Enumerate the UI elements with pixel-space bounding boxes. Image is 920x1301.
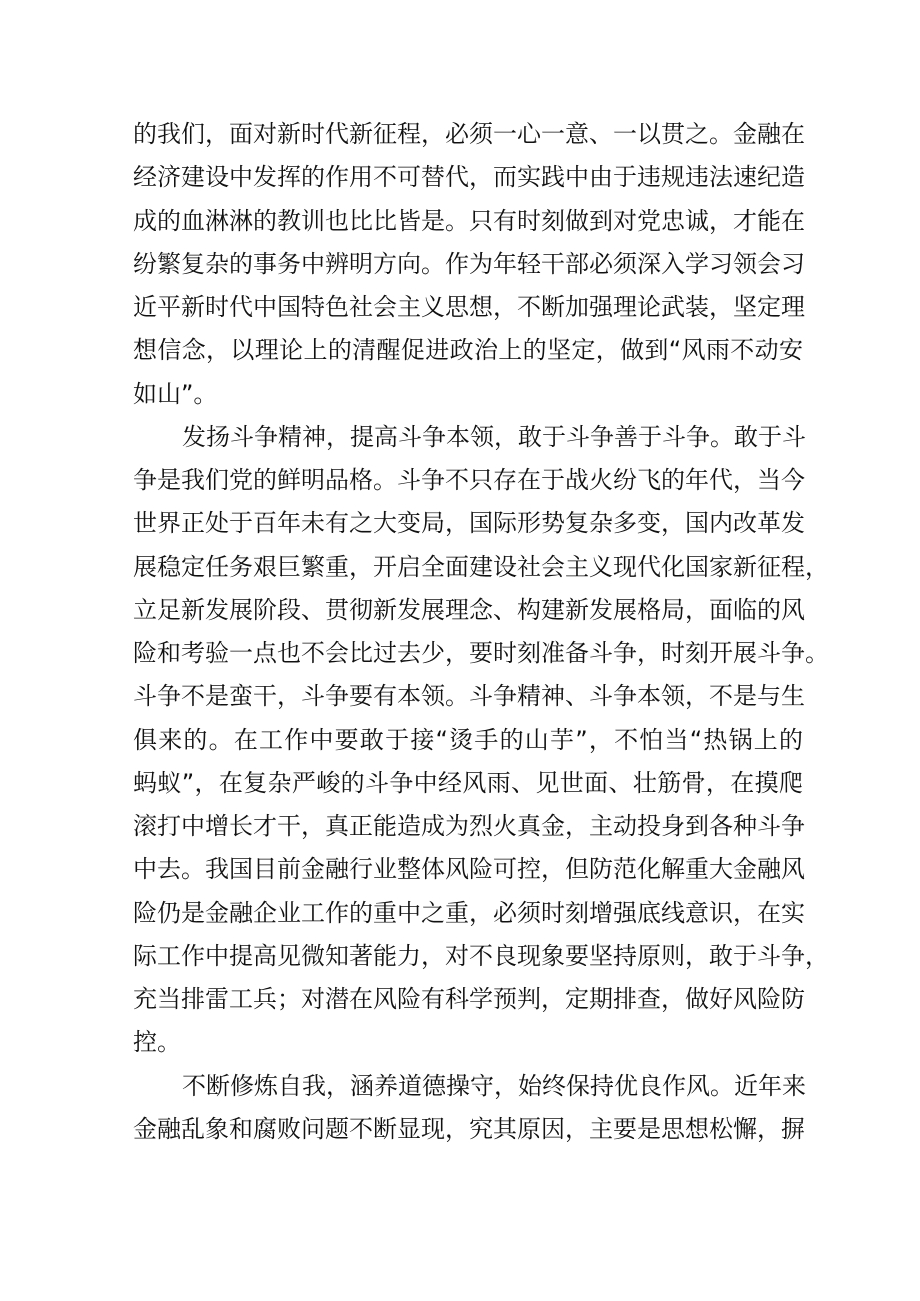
text-line: 经济建设中发挥的作用不可替代，而实践中由于违规违法速纪造 — [133, 163, 805, 192]
text-line: 蚂蚁”，在复杂严峻的斗争中经风雨、见世面、壮筋骨，在摸爬 — [133, 768, 803, 797]
text-line: 想信念，以理论上的清醒促进政治上的坚定，做到“风雨不动安 — [133, 336, 803, 365]
text-line: 展稳定任务艰巨繁重，开启全面建设社会主义现代化国家新征程， — [133, 552, 829, 581]
text-line: 近平新时代中国特色社会主义思想，不断加强理论武装，坚定理 — [133, 293, 805, 321]
text-line: 险和考验一点也不会比过去少，要时刻准备斗争，时刻开展斗争。 — [133, 639, 829, 667]
text-line: 世界正处于百年未有之大变局，国际形势复杂多变，国内改革发 — [133, 509, 805, 538]
text-line: 中去。我国目前金融行业整体风险可控，但防范化解重大金融风 — [133, 855, 805, 884]
text-line: 斗争不是蛮干，斗争要有本领。斗争精神、斗争本领，不是与生 — [133, 682, 805, 711]
text-line: 控。 — [133, 1028, 181, 1057]
paragraph-first-line: 发扬斗争精神，提高斗争本领，敢于斗争善于斗争。敢于斗 — [182, 422, 806, 451]
text-line: 如山”。 — [133, 379, 218, 408]
document-body — [133, 113, 829, 1151]
text-line: 滚打中增长才干，真正能造成为烈火真金，主动投身到各种斗争 — [133, 812, 805, 840]
text-line: 际工作中提高见微知著能力，对不良现象要坚持原则，敢于斗争， — [133, 941, 829, 970]
text-line: 成的血淋淋的教训也比比皆是。只有时刻做到对党忠诚，才能在 — [133, 206, 805, 235]
text-line: 纷繁复杂的事务中辨明方向。作为年轻干部必须深入学习领会习 — [133, 249, 805, 278]
text-line: 充当排雷工兵；对潜在风险有科学预判，定期排查，做好风险防 — [133, 985, 805, 1013]
paragraph-first-line: 不断修炼自我，涵养道德操守，始终保持优良作风。近年来 — [182, 1071, 806, 1100]
text-line: 险仍是金融企业工作的重中之重，必须时刻增强底线意识，在实 — [133, 898, 805, 927]
text-line: 俱来的。在工作中要敢于接“烫手的山芋”，不怕当“热锅上的 — [133, 725, 803, 754]
text-line: 立足新发展阶段、贯彻新发展理念、构建新发展格局，面临的风 — [133, 595, 805, 624]
text-line: 争是我们党的鲜明品格。斗争不只存在于战火纷飞的年代，当今 — [133, 466, 805, 494]
text-line: 金融乱象和腐败问题不断显现，究其原因，主要是思想松懈，摒 — [133, 1114, 805, 1143]
text-line: 的我们，面对新时代新征程，必须一心一意、一以贯之。金融在 — [133, 120, 805, 148]
